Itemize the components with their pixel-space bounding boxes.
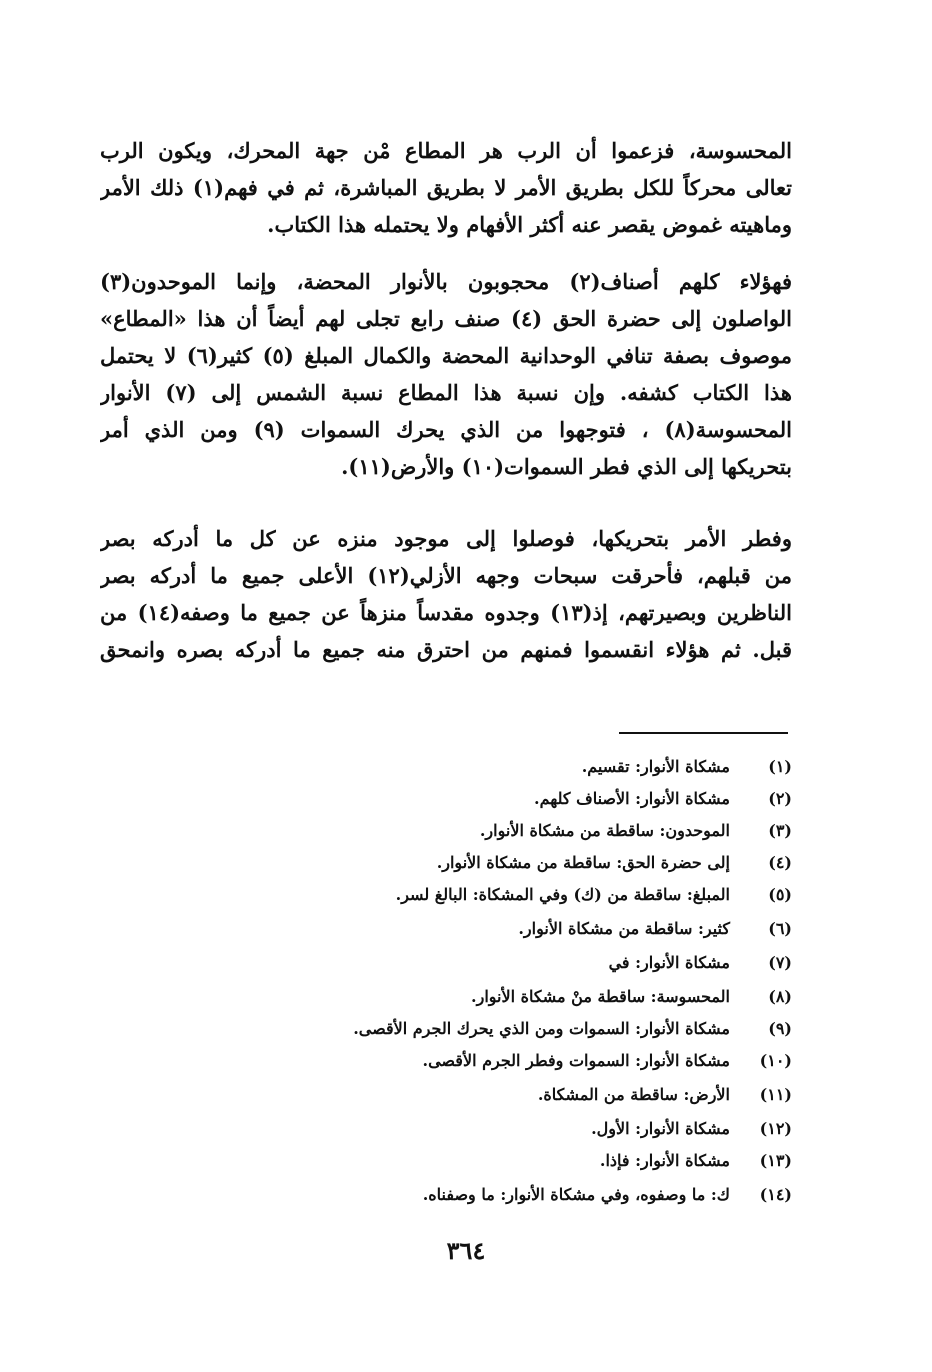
footnote-number: (٦) xyxy=(768,919,792,938)
footnote-number: (٧) xyxy=(768,953,792,972)
footnote-text: ك: ما وصفوه، وفي مشكاة الأنوار: ما وصفناه. xyxy=(422,1185,730,1204)
text-line: فهؤلاء كلهم أصناف(٢) محجوبون بالأنوار المحضة، وإنما الموحدون(٣) xyxy=(100,269,792,294)
text-line: الناظرين وبصيرتهم، إذ(١٣) وجدوه مقدساً منزهاً عن جميع ما وصفه(١٤) من xyxy=(100,600,792,625)
footnote-14 xyxy=(423,1179,792,1211)
footnote-number: (٣) xyxy=(768,821,792,840)
footnote-text: مشكاة الأنوار: الأول. xyxy=(591,1119,730,1138)
footnote-text: مشكاة الأنوار: السموات ومن الذي يحرك الجرم الأقصى. xyxy=(353,1019,730,1038)
footnote-number: (١٣) xyxy=(759,1151,792,1170)
footnote-text: المحسوسة: ساقطة منْ مشكاة الأنوار. xyxy=(471,987,730,1006)
footnote-text: مشكاة الأنوار: تقسيم. xyxy=(581,757,730,776)
footnote-number: (٤) xyxy=(768,853,792,872)
footnote-text: المبلغ: ساقطة من (ك) وفي المشكاة: البالغ لسر. xyxy=(395,885,730,904)
text-line: تعالى محركاً للكل بطريق الأمر لا بطريق المباشرة، ثم في فهم(١) ذلك الأمر xyxy=(100,175,792,200)
footnote-number: (١) xyxy=(768,757,792,776)
footnote-2 xyxy=(534,783,792,815)
footnote-5 xyxy=(396,879,792,911)
footnote-8 xyxy=(471,981,792,1013)
footnote-text: مشكاة الأنوار: في xyxy=(608,953,730,972)
footnote-text: مشكاة الأنوار: السموات وفطر الجرم الأقصى. xyxy=(422,1051,730,1070)
footnote-number: (٥) xyxy=(768,885,792,904)
paragraph-1 xyxy=(100,132,792,243)
footnote-1 xyxy=(582,751,792,783)
text-line: قبل. ثم هؤلاء انقسموا فمنهم من احترق منه جميع ما أدركه بصره وانمحق xyxy=(100,637,792,662)
text-line: المحسوسة(٨) ، فتوجهوا من الذي يحرك السموات (٩) ومن الذي أمر xyxy=(100,417,792,442)
footnote-text: الأرض: ساقطة من المشكاة. xyxy=(537,1085,730,1104)
text-line: بتحريكها إلى الذي فطر السموات(١٠) والأرض(١١). xyxy=(341,454,792,479)
footnote-4 xyxy=(437,847,792,879)
footnote-3 xyxy=(480,815,792,847)
paragraph-2 xyxy=(100,263,792,485)
footnote-text: كثير: ساقطة من مشكاة الأنوار. xyxy=(518,919,730,938)
footnote-number: (١١) xyxy=(759,1085,792,1104)
text-line: هذا الكتاب كشفه. وإن نسبة هذا المطاع نسبة الشمس إلى (٧) الأنوار xyxy=(100,380,792,405)
footnote-number: (٩) xyxy=(768,1019,792,1038)
page-number: ٣٦٤ xyxy=(446,1236,486,1265)
footnote-text: مشكاة الأنوار: الأصناف كلهم. xyxy=(534,789,730,808)
footnote-text: إلى حضرة الحق: ساقطة من مشكاة الأنوار. xyxy=(436,853,730,872)
footnote-7 xyxy=(609,947,792,979)
text-line: المحسوسة، فزعموا أن الرب هر المطاع مْن جهة المحرك، ويكون الرب xyxy=(100,138,792,163)
footnote-number: (٢) xyxy=(768,789,792,808)
text-line: موصوف بصفة تنافي الوحدانية المحضة والكمال المبلغ (٥) كثير(٦) لا يحتمل xyxy=(100,343,792,368)
footnote-text: الموحدون: ساقطة من مشكاة الأنوار. xyxy=(479,821,730,840)
text-line: وفطر الأمر بتحريكها، فوصلوا إلى موجود منزه عن كل ما أدركه بصر xyxy=(100,526,792,551)
text-line: وماهيته غموض يقصر عنه أكثر الأفهام ولا يحتمله هذا الكتاب. xyxy=(267,212,792,237)
footnote-number: (٨) xyxy=(768,987,792,1006)
paragraph-3 xyxy=(100,520,792,668)
text-line: من قبلهم، فأحرقت سبحات وجهه الأزلي(١٢) الأعلى جميع ما أدركه بصر xyxy=(100,563,792,588)
footnote-6 xyxy=(518,913,792,945)
footnote-9 xyxy=(353,1013,792,1045)
footnote-number: (١٤) xyxy=(759,1185,792,1204)
footnote-10 xyxy=(423,1045,792,1077)
footnote-12 xyxy=(591,1113,792,1145)
footnote-11 xyxy=(538,1079,792,1111)
footnote-13 xyxy=(600,1145,792,1177)
text-line: الواصلون إلى حضرة الحق (٤) صنف رابع تجلى لهم أيضاً أن هذا «المطاع» xyxy=(100,306,792,331)
footnote-separator xyxy=(619,732,788,734)
footnote-number: (١٠) xyxy=(759,1051,792,1070)
footnote-number: (١٢) xyxy=(759,1119,792,1138)
footnote-text: مشكاة الأنوار: فإذا. xyxy=(599,1151,730,1170)
